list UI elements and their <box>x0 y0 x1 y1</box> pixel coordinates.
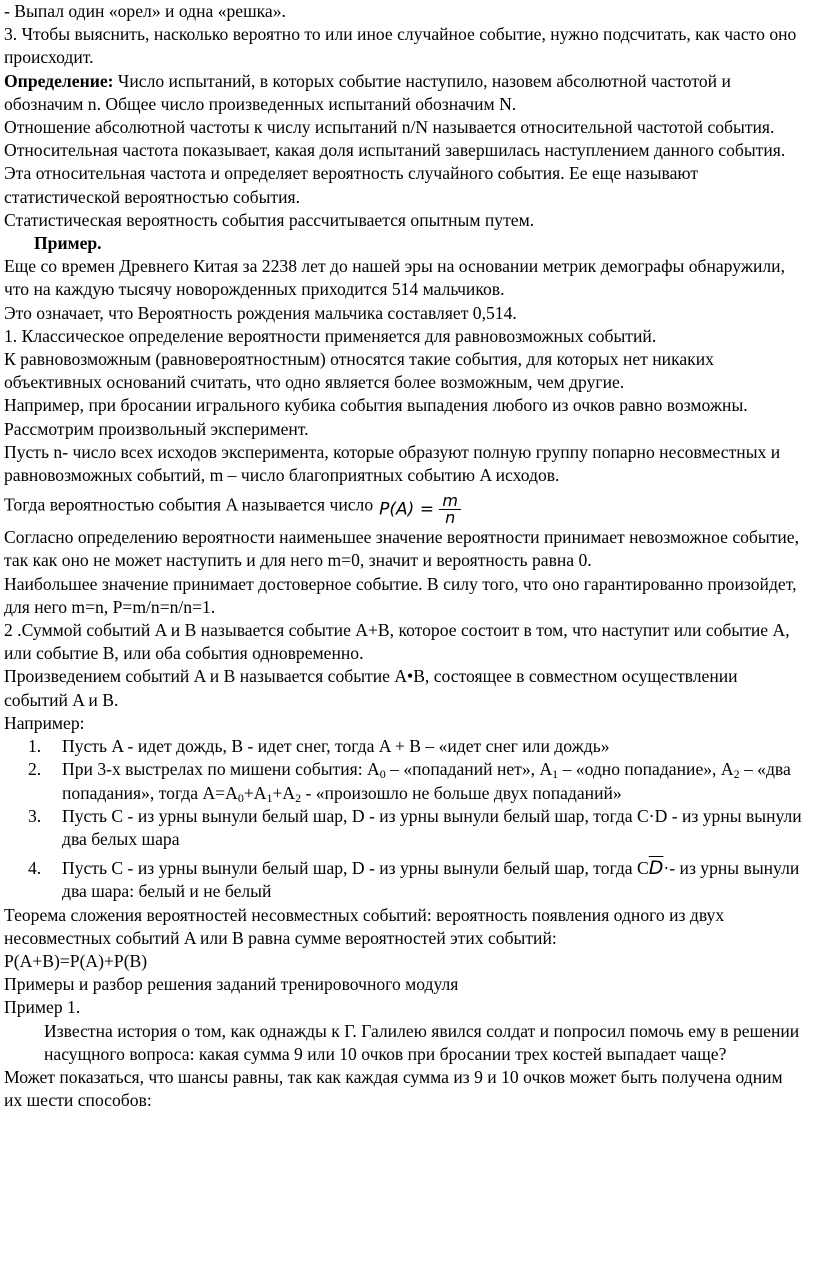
subscript: 1 <box>552 767 559 782</box>
paragraph: К равновозможным (равновероятностным) относятся такие события, для которых нет никаких объективных оснований считать, что одно является более возможным, чем другие. <box>4 349 714 393</box>
probability-formula <box>379 493 461 526</box>
list-item-text: Пусть C - из урны вынули белый шар, D - из урны вынули белый шар, тогда C <box>62 858 649 879</box>
example-label: Пример. <box>34 233 102 254</box>
definition-label: Определение: <box>4 70 114 91</box>
paragraph: Пример 1. <box>4 997 81 1018</box>
paragraph: Согласно определению вероятности наименьшее значение вероятности принимает невозможное событие, так как оно не может наступить и для него m=0, значит и вероятность равна 0. <box>4 527 800 571</box>
list-number: 4. <box>28 858 42 879</box>
list-item <box>4 857 804 903</box>
definition-paragraph <box>4 70 804 116</box>
paragraph: Рассмотрим произвольный эксперимент. <box>4 418 309 439</box>
paragraph: Например: <box>4 712 85 733</box>
paragraph: 2 .Суммой событий A и B называется событие A+B, которое состоит в том, что наступит или событие A, или событие B, или оба события одновременно. <box>4 620 790 664</box>
paragraph: Наибольшее значение принимает достоверное событие. В силу того, что оно гарантированно произойдет, для него m=n, P=m/n=n/n=1. <box>4 573 797 617</box>
subscript: 0 <box>379 767 386 782</box>
definition-text: Число испытаний, в которых событие наступило, назовем абсолютной частотой и обозначим n. Общее число произведенных испытаний обозначим N. <box>4 70 731 114</box>
paragraph: Например, при бросании игрального кубика события выпадения любого из очков равно возможны. <box>4 395 748 416</box>
list-item <box>4 805 804 851</box>
list-item-text: – «попаданий нет», A <box>385 759 553 780</box>
paragraph: Статистическая вероятность события рассчитывается опытным путем. <box>4 209 535 230</box>
list-item-text: +A <box>243 782 267 803</box>
paragraph: P(A+B)=P(A)+P(B) <box>4 950 148 971</box>
paragraph: Пусть n- число всех исходов эксперимента, которые образуют полную группу попарно несовместных и равновозможных событий, m – число благоприятных событию A исходов. <box>4 441 781 486</box>
formula-lead: Тогда вероятностью события A называется число <box>4 494 374 515</box>
paragraph: Может показаться, что шансы равны, так как каждая сумма из 9 и 10 очков может быть получена одним их шести способов: <box>4 1066 783 1111</box>
list-item-text: +A <box>272 782 296 803</box>
paragraph: 3. Чтобы выяснить, насколько вероятно то или иное случайное событие, нужно подсчитать, как часто оно происходит. <box>4 24 797 68</box>
list-item-text: Пусть C - из урны вынули белый шар, D - из урны вынули белый шар, тогда C·D - из урны вынули два белых шара <box>62 805 802 849</box>
paragraph: 1. Классическое определение вероятности применяется для равновозможных событий. <box>4 325 657 346</box>
list-number: 3. <box>28 805 42 826</box>
formula-fraction <box>439 493 461 526</box>
list-item-text: – «два попадания», тогда A=A <box>62 759 791 803</box>
list-item <box>4 758 804 804</box>
subscript: 1 <box>266 790 273 805</box>
formula-lhs: P(A) = <box>379 499 434 520</box>
paragraph: Примеры и разбор решения заданий тренировочного модуля <box>4 974 459 995</box>
example-heading <box>4 232 804 255</box>
list-item <box>4 735 804 758</box>
list-number: 2. <box>28 759 42 780</box>
subscript: 2 <box>295 790 302 805</box>
paragraph: Теорема сложения вероятностей несовместных событий: вероятность появления одного из двух несовместных событий A или B равна сумме вероятностей этих событий: <box>4 904 725 948</box>
list-number: 1. <box>28 736 42 757</box>
paragraph: Относительная частота показывает, какая доля испытаний завершилась наступлением данного события. Эта относительная частота и определяет вероятность случайного события. Ее еще называют статистической вероятностью события. <box>4 140 786 207</box>
paragraph: - Выпал один «орел» и одна «решка». <box>4 1 286 21</box>
examples-list <box>4 735 804 903</box>
formula-denominator: n <box>445 508 456 528</box>
formula-paragraph <box>4 493 804 526</box>
formula-numerator: m <box>439 493 461 510</box>
paragraph: Произведением событий A и B называется событие A•B, состоящее в совместном осуществлении событий A и B. <box>4 666 738 710</box>
list-item-text: - «произошло не больше двух попаданий» <box>301 782 622 803</box>
paragraph: Еще со времен Древнего Китая за 2238 лет до нашей эры на основании метрик демографы обнаружили, что на каждую тысячу новорожденных приходится 514 мальчиков. <box>4 256 785 300</box>
list-item-text: При 3-х выстрелах по мишени события: A <box>62 759 380 780</box>
subscript: 2 <box>733 767 740 782</box>
paragraph: Это означает, что Вероятность рождения мальчика составляет 0,514. <box>4 302 517 323</box>
paragraph: Известна история о том, как однажды к Г. Галилею явился солдат и попросил помочь ему в решении насущного вопроса: какая сумма 9 или 10 очков при бросании трех костей выпадает чаще? <box>44 1020 800 1064</box>
paragraph: Отношение абсолютной частоты к числу испытаний n/N называется относительной частотой события. <box>4 117 775 138</box>
list-item-text: – «одно попадание», A <box>558 759 734 780</box>
subscript: 0 <box>237 790 244 805</box>
list-item-text: Пусть A - идет дождь, B - идет снег, тогда A + B – «идет снег или дождь» <box>62 736 610 757</box>
list-item-text: ·- из урны вынули два шара: белый и не белый <box>62 858 800 902</box>
complement-d: $\overline{D}$ <box>648 857 664 880</box>
